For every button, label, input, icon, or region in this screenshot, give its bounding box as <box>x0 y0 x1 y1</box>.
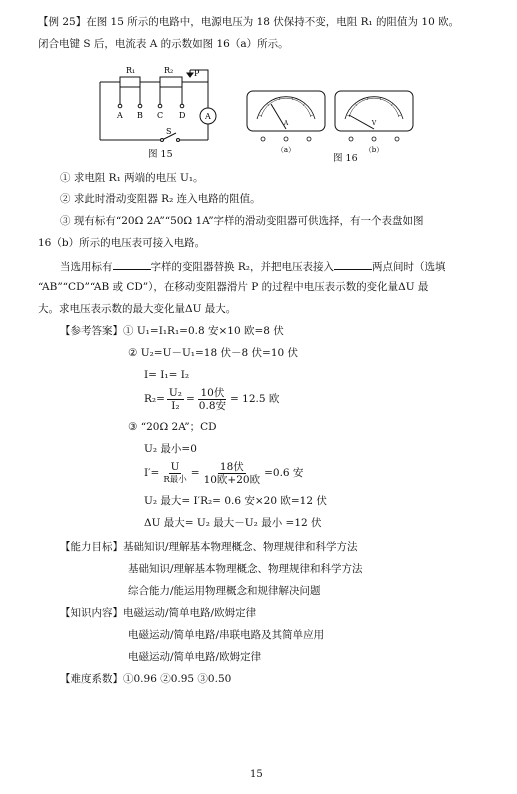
answer-line-4 <box>144 385 279 413</box>
equals-sign: = <box>185 393 195 405</box>
ammeter-symbol-label: A <box>205 112 211 121</box>
equals-sign: = <box>190 467 200 479</box>
fraction-u-r <box>161 461 188 486</box>
answer-line-1: 【参考答案】① U₁=I₁R₁=0.8 安×10 欧=8 伏 <box>60 325 284 337</box>
question-3-line-2: 16（b）所示的电压表可接入电路。 <box>38 237 206 249</box>
answer-line-5: ③ “20Ω 2A”；CD <box>128 421 217 433</box>
question-3-line-1: ③ 现有标有“20Ω 2A”“50Ω 1A”字样的滑动变阻器可供选择，有一个表盘如图 <box>60 215 424 227</box>
blank-1[interactable] <box>113 258 151 270</box>
fraction-denominator: 0.8安 <box>198 399 226 412</box>
answer-line-9: ΔU 最大= U₂ 最大－U₂ 最小 =12 伏 <box>144 517 322 529</box>
fraction-values <box>202 461 263 486</box>
point-a-label: A <box>117 111 123 120</box>
voltmeter-dial <box>335 91 413 141</box>
point-c-label: C <box>157 111 164 120</box>
r1-label: R₁ <box>126 66 136 75</box>
question-4-line-3: 大。求电压表示数的最大变化量ΔU 最大。 <box>38 303 237 315</box>
question-4-line-1 <box>60 258 445 274</box>
fig15-caption: 图 15 <box>148 149 173 160</box>
problem-line-2: 闭合电键 S 后，电流表 A 的示数如图 16（a）所示。 <box>38 38 289 50</box>
r2-equals: R₂= <box>144 393 165 405</box>
ammeter-unit: A <box>283 120 289 127</box>
resistor-r2 <box>160 77 182 87</box>
question-4-line-2: “AB”“CD”“AB 或 CD”），在移动变阻器滑片 P 的过程中电压表示数的变化量ΔU 最 <box>38 281 429 293</box>
knowledge-line-1: 【知识内容】电磁运动/简单电路/欧姆定律 <box>60 607 257 619</box>
fill-text-1: 当选用标有 <box>60 261 113 273</box>
fig16b-label: （b） <box>364 146 384 154</box>
resistor-r1 <box>120 77 140 87</box>
meters-figure <box>245 85 415 155</box>
difficulty-line: 【难度系数】①0.96 ②0.95 ③0.50 <box>60 673 232 685</box>
question-1: ① 求电阻 R₁ 两端的电压 U₁。 <box>60 172 204 184</box>
slider-p-label: P <box>194 69 200 78</box>
current-result: =0.6 安 <box>264 467 304 479</box>
fraction-values <box>197 387 228 412</box>
fraction-numerator: 18伏 <box>219 460 244 473</box>
point-d-label: D <box>179 111 186 120</box>
answer-line-2: ② U₂=U－U₁=18 伏－8 伏=10 伏 <box>128 347 299 359</box>
fraction-numerator: U₂ <box>168 386 182 399</box>
fraction-denominator: 10欧+20欧 <box>203 473 261 486</box>
fraction-denominator: R最小 <box>163 474 187 485</box>
knowledge-line-2: 电磁运动/简单电路/串联电路及其简单应用 <box>128 629 325 641</box>
blank-2[interactable] <box>334 258 372 270</box>
answer-line-6: U₂ 最小=0 <box>144 443 197 455</box>
question-2: ② 求此时滑动变阻器 R₂ 连入电路的阻值。 <box>60 193 261 205</box>
fraction-denominator: I₂ <box>171 399 180 412</box>
answer-line-3: I= I₁= I₂ <box>144 369 190 381</box>
voltmeter-unit: V <box>371 120 377 127</box>
page-number: 15 <box>250 769 263 780</box>
r2-label: R₂ <box>164 66 174 75</box>
ability-line-3: 综合能力/能运用物理概念和规律解决问题 <box>128 585 321 597</box>
fill-text-2: 字样的变阻器替换 R₂，并把电压表接入 <box>150 261 334 273</box>
r2-result: = 12.5 欧 <box>230 393 280 405</box>
fraction-u2-i2 <box>167 387 184 412</box>
knowledge-line-3: 电磁运动/简单电路/欧姆定律 <box>128 651 262 663</box>
fill-text-3: 两点间时（选填 <box>371 261 446 273</box>
i-prime-equals: I′= <box>144 467 160 479</box>
fig16-caption: 图 16 <box>333 153 358 164</box>
fraction-numerator: 10伏 <box>200 386 225 399</box>
ammeter-dial <box>247 91 325 141</box>
fig16a-label: （a） <box>276 146 296 154</box>
switch-s-label: S <box>166 127 172 136</box>
fraction-numerator: U <box>170 460 180 473</box>
answer-line-8: U₂ 最大= I′R₂= 0.6 安×20 欧=12 伏 <box>144 495 327 507</box>
ability-line-2: 基础知识/理解基本物理概念、物理规律和科学方法 <box>128 563 363 575</box>
circuit-diagram <box>90 60 240 160</box>
ability-line-1: 【能力目标】基础知识/理解基本物理概念、物理规律和科学方法 <box>60 541 358 553</box>
answer-line-7 <box>144 459 303 487</box>
problem-line-1: 【例 25】在图 15 所示的电路中，电源电压为 18 伏保持不变，电阻 R₁ 的阻值为 10 欧。 <box>38 16 460 28</box>
point-b-label: B <box>137 111 143 120</box>
